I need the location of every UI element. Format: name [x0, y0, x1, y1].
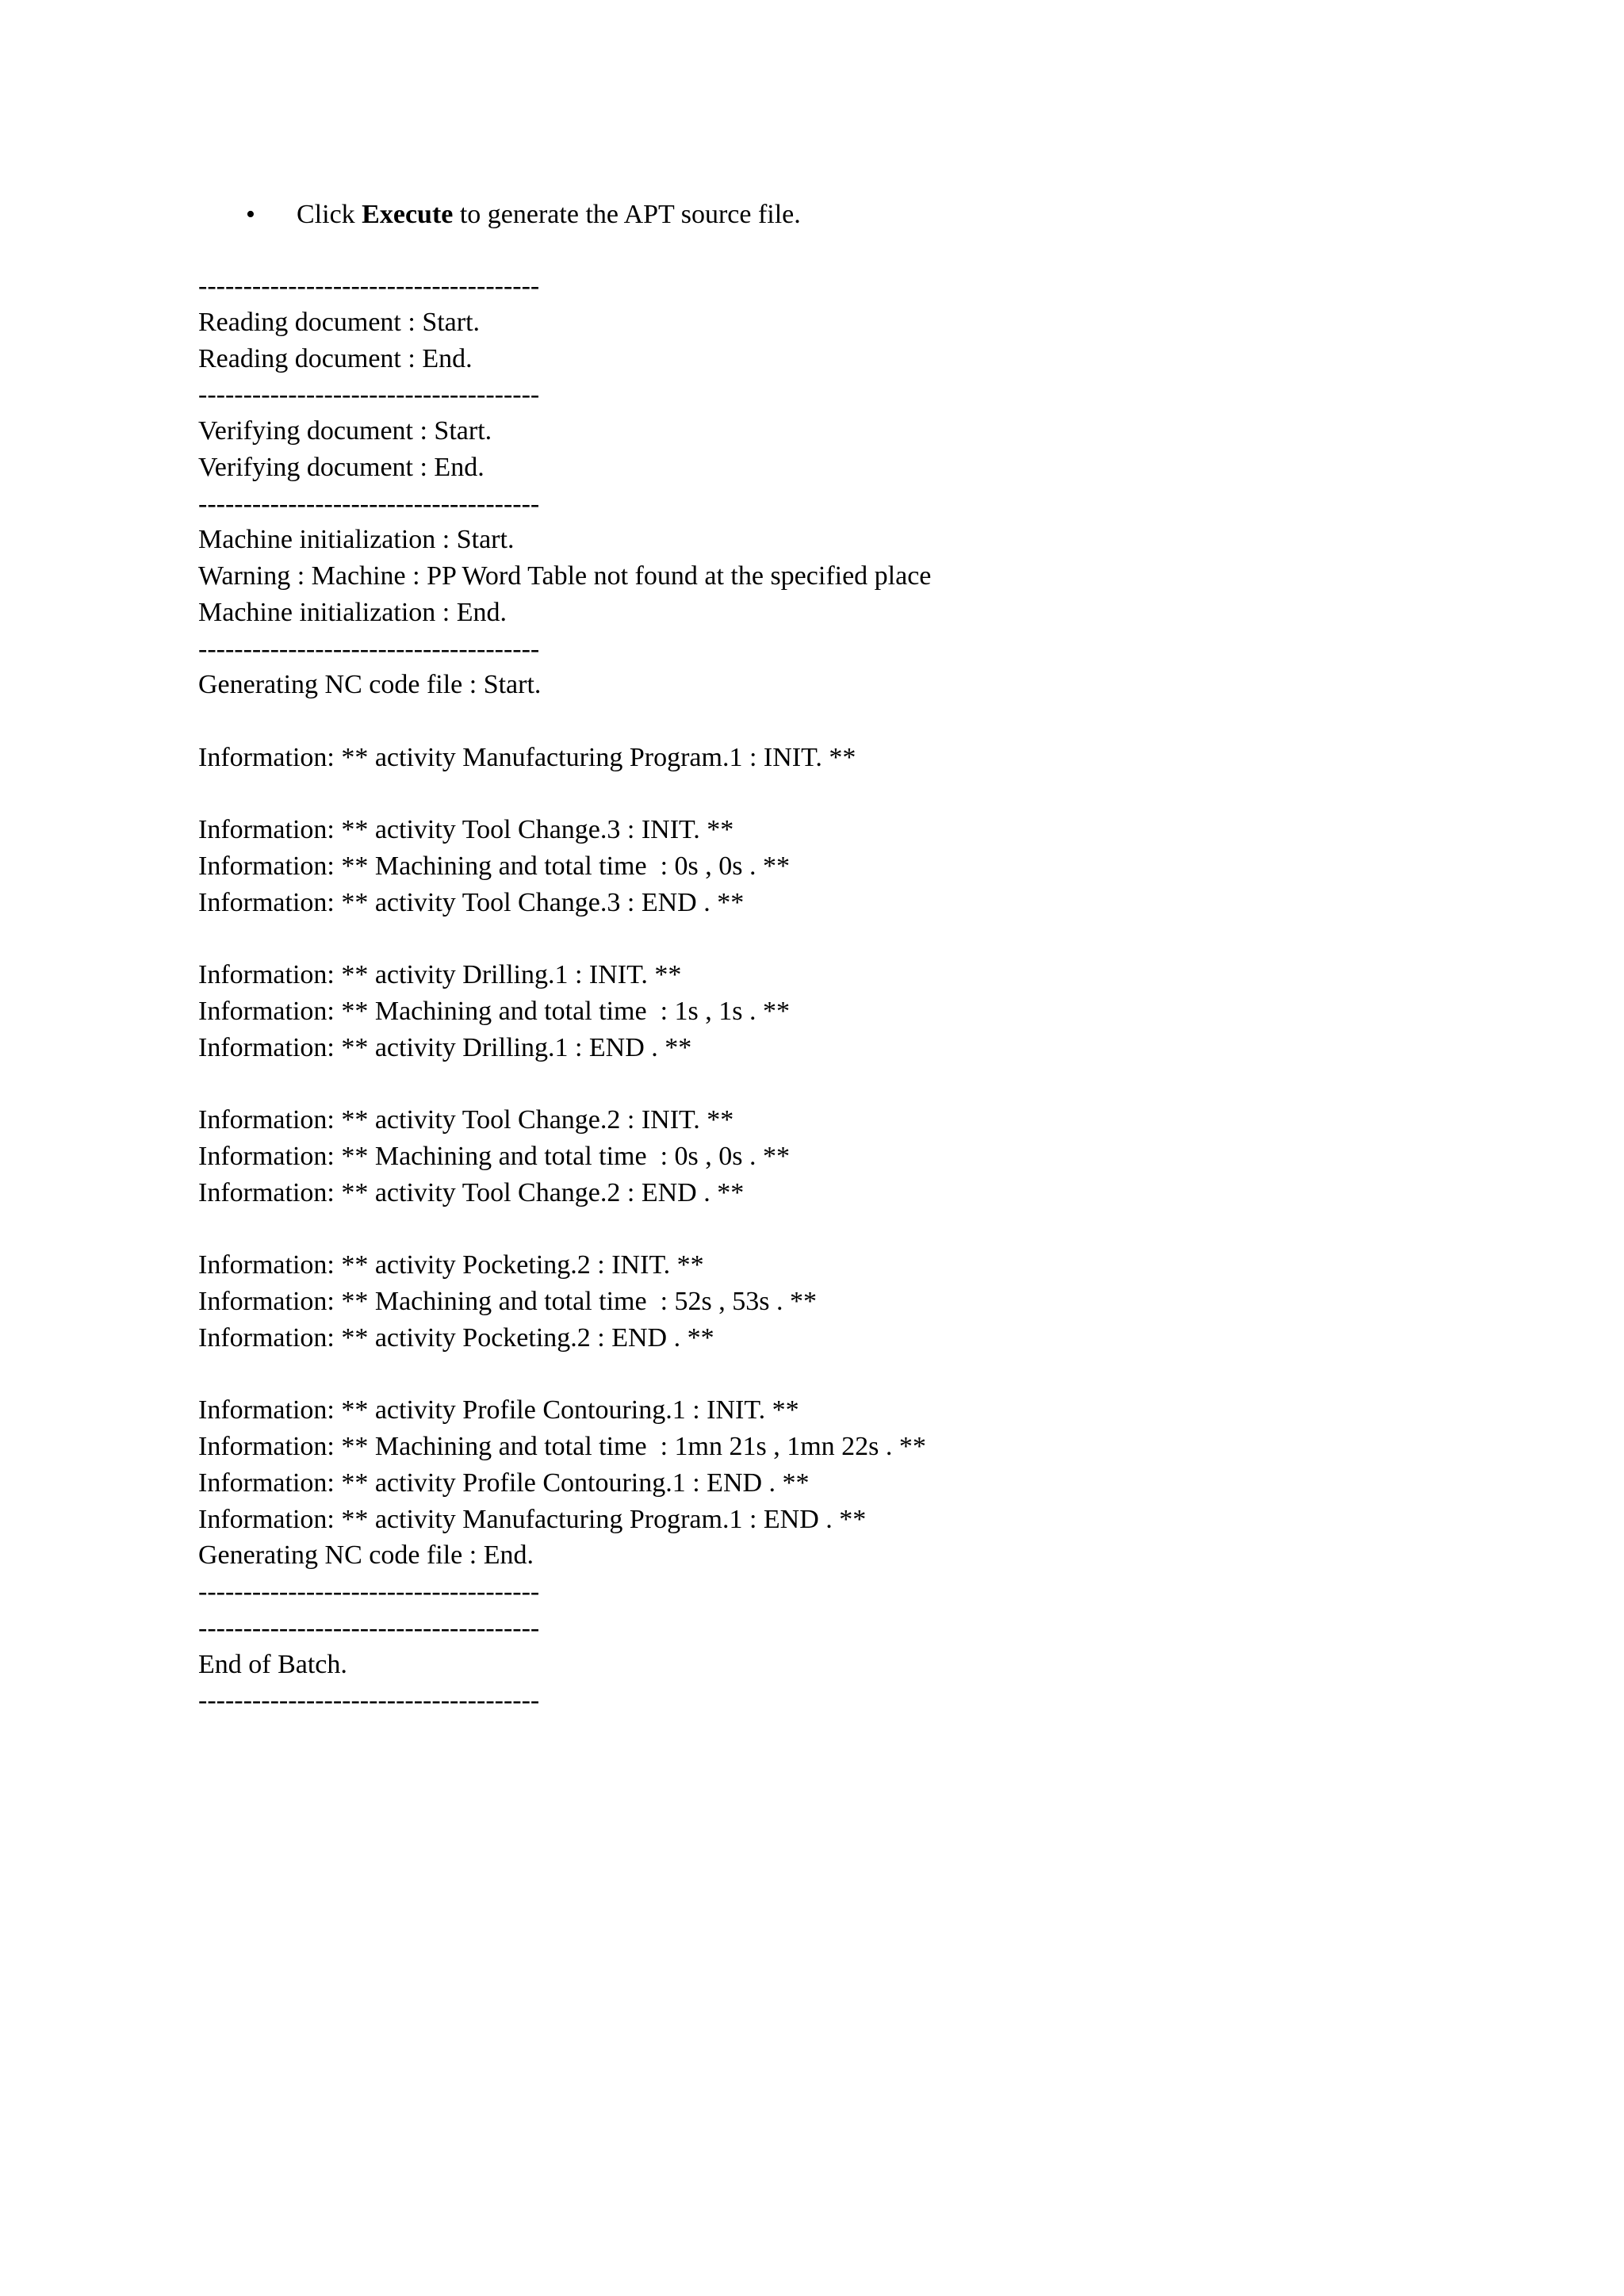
instruction-prefix: Click — [297, 200, 362, 229]
log-line: Information: ** Machining and total time : 1s , 1s . ** — [198, 997, 791, 1026]
log-line: Information: ** activity Manufacturing Program.1 : INIT. ** — [198, 742, 856, 772]
log-line: Reading document : Start. — [198, 307, 481, 337]
log-line: Information: ** activity Drilling.1 : INIT. ** — [198, 960, 682, 990]
log-line: Information: ** Machining and total time : 0s , 0s . ** — [198, 1142, 791, 1171]
blank-line — [198, 1357, 1546, 1393]
log-line: Verifying document : Start. — [198, 416, 492, 446]
separator-line: -------------------------------------- — [198, 1613, 540, 1643]
log-line: Generating NC code file : End. — [198, 1540, 534, 1571]
blank-line — [198, 1066, 1546, 1103]
log-line: Information: ** activity Manufacturing Program.1 : END . ** — [198, 1504, 867, 1534]
log-line: Information: ** activity Tool Change.2 : INIT. ** — [198, 1105, 734, 1135]
log-line: Machine initialization : End. — [198, 597, 508, 627]
log-line: Information: ** activity Profile Contouring.1 : END . ** — [198, 1468, 810, 1498]
execute-keyword: Execute — [362, 200, 454, 229]
separator-line: -------------------------------------- — [198, 633, 540, 664]
blank-line — [198, 921, 1546, 958]
separator-line: -------------------------------------- — [198, 380, 540, 410]
log-line: End of Batch. — [198, 1649, 347, 1679]
blank-line — [198, 776, 1546, 813]
blank-line — [198, 1211, 1546, 1248]
batch-output-log — [198, 268, 1546, 1719]
bullet-icon: • — [246, 200, 255, 229]
instruction-suffix: to generate the APT source file. — [453, 200, 801, 229]
log-line: Warning : Machine : PP Word Table not found at the specified place — [198, 561, 932, 591]
log-line: Information: ** activity Pocketing.2 : INIT. ** — [198, 1250, 704, 1280]
blank-line — [198, 703, 1546, 740]
log-line: Information: ** Machining and total time : 52s , 53s . ** — [198, 1287, 818, 1316]
log-line: Machine initialization : Start. — [198, 525, 515, 555]
separator-line: -------------------------------------- — [198, 1686, 540, 1716]
log-line: Generating NC code file : Start. — [198, 670, 542, 700]
log-line: Information: ** activity Profile Contouring.1 : INIT. ** — [198, 1395, 799, 1425]
log-line: Reading document : End. — [198, 343, 473, 373]
separator-line: -------------------------------------- — [198, 1577, 540, 1606]
separator-line: -------------------------------------- — [198, 488, 540, 519]
log-line: Verifying document : End. — [198, 452, 485, 482]
log-line: Information: ** activity Tool Change.3 : END . ** — [198, 887, 745, 917]
log-line: Information: ** Machining and total time : 0s , 0s . ** — [198, 851, 791, 881]
instruction-item — [0, 195, 1624, 235]
log-line: Information: ** Machining and total time : 1mn 21s , 1mn 22s . ** — [198, 1432, 926, 1461]
separator-line: -------------------------------------- — [198, 271, 540, 300]
instruction-text — [297, 195, 801, 235]
log-line: Information: ** activity Drilling.1 : END . ** — [198, 1032, 692, 1062]
log-line: Information: ** activity Tool Change.2 : END . ** — [198, 1177, 745, 1207]
log-line: Information: ** activity Tool Change.3 : INIT. ** — [198, 815, 734, 845]
log-line: Information: ** activity Pocketing.2 : END . ** — [198, 1322, 714, 1353]
